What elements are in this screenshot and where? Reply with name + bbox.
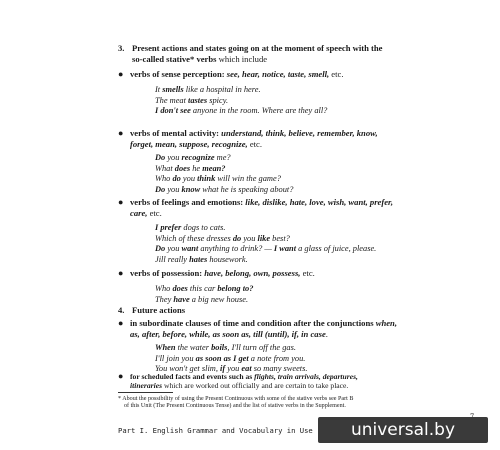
examples-subordinate-clauses: When the water boils, I'll turn off the gas. I'll join you as soon as I get a note from you. You won't get slim, if you eat so many sweets. [155,343,308,374]
examples-possession: Who does this car belong to? They have a big new house. [155,284,254,304]
footnote: * About the possibility of using the Present Continuous with some of the stative verbs see Part B of this Unit (The Present Continuous Tense) and the list of stative verbs in the Supplement. [118,396,354,410]
bullet-mental-activity: verbs of mental activity: understand, think, believe, remember, know, forget, mean, suppose, recognize, etc. [130,128,378,149]
section-number: 4. [118,305,125,315]
examples-feelings-emotions: I prefer dogs to cats. Which of these dresses do you like best? Do you want anything to drink? — I want a glass of juice, please. Jill really hates housework. [155,223,377,264]
page-footer: Part I. English Grammar and Vocabulary in Use [118,426,313,435]
section-4-heading: Future actions [132,305,186,315]
bullet-icon: ● [118,197,124,207]
section-number: 3. [118,43,125,53]
watermark-badge: universal.by [318,417,488,443]
examples-mental-activity: Do you recognize me? What does he mean? Who do you think will win the game? Do you know what he is speaking about? [155,153,294,194]
bullet-icon: ● [118,69,124,79]
section-3-heading: Present actions and states going on at the moment of speech with the so-called stative* verbs which include [132,43,383,64]
footnote-rule [118,392,173,393]
bullet-feelings-emotions: verbs of feelings and emotions: like, dislike, hate, love, wish, want, prefer, care, etc. [130,197,394,218]
examples-sense-perception: It smells like a hospital in here. The meat tastes spicy. I don't see anyone in the room. Where are they all? [155,85,328,116]
bullet-possession: verbs of possession: have, belong, own, possess, etc. [130,268,315,278]
bullet-icon: ● [118,268,124,278]
bullet-scheduled-events: for scheduled facts and events such as flights, train arrivals, departures, itineraries which are worked out officially and are certain to take place. [130,372,358,391]
bullet-icon: ● [118,318,124,328]
bullet-icon: ● [118,128,124,138]
bullet-sense-perception: verbs of sense perception: see, hear, notice, taste, smell, etc. [130,69,344,79]
bullet-icon: ● [118,371,124,381]
bullet-subordinate-clauses: in subordinate clauses of time and condition after the conjunctions when, as, after, before, while, as soon as, till (until), if, in case. [130,318,397,339]
